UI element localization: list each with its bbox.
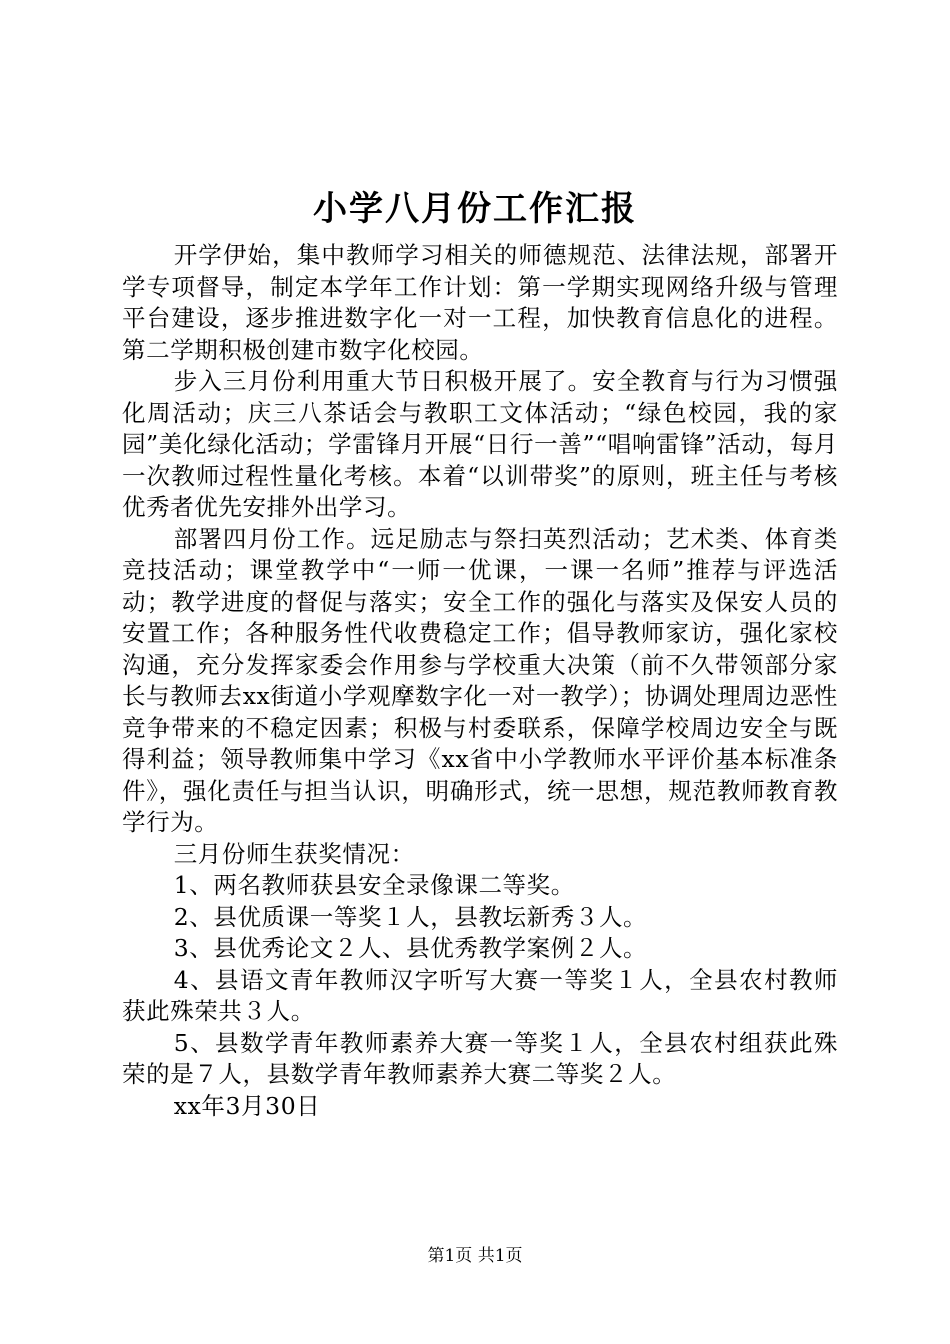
award-item-2: 2、县优质课一等奖１人，县教坛新秀３人。 [173, 902, 648, 931]
paragraph-april: 部署四月份工作。远足励志与祭扫英烈活动；艺术类、体育类竞技活动；课堂教学中“一师一优课，一课一名师”推荐与评选活动；教学进度的督促与落实；安全工作的强化与落实及保安人员的安置工作；各种服务性代收费稳定工作；倡导教师家访，强化家校沟通，充分发挥家委会作用参与学校重大决策（前不久带领部分家长与教师去xx街道小学观摩数字化一对一教学）；协调处理周边恶性竞争带来的不稳定因素；积极与村委联系，保障学校周边安全与既得利益；领导教师集中学习《xx省中小学教师水平评价基本标准条件》，强化责任与担当认识，明确形式，统一思想，规范教师教育教学行为。 [122, 524, 838, 836]
page-title: 小学八月份工作汇报 [313, 189, 637, 229]
award-item-3: 3、县优秀论文２人、县优秀教学案例２人。 [173, 934, 648, 962]
award-item-1: 1、两名教师获县安全录像课二等奖。 [173, 871, 575, 899]
award-item-5: 5、县数学青年教师素养大赛一等奖１人，全县农村组获此殊荣的是７人，县数学青年教师素养大赛二等奖２人。 [122, 1028, 838, 1088]
page-footer: 第1页 共1页 [427, 1246, 523, 1266]
document-date: xx年3月30日 [173, 1091, 321, 1120]
paragraph-awards-heading: 三月份师生获奖情况： [173, 839, 415, 868]
paragraph-opening: 开学伊始，集中教师学习相关的师德规范、法律法规，部署开学专项督导，制定本学年工作计划：第一学期实现网络升级与管理平台建设，逐步推进数字化一对一工程，加快教育信息化的进程。第二学期积极创建市数字化校园。 [122, 241, 838, 364]
document-body [122, 240, 838, 1122]
award-item-4: 4、县语文青年教师汉字听写大赛一等奖１人，全县农村教师获此殊荣共３人。 [122, 965, 838, 1025]
paragraph-march: 步入三月份利用重大节日积极开展了。安全教育与行为习惯强化周活动；庆三八茶话会与教职工文体活动；“绿色校园，我的家园”美化绿化活动；学雷锋月开展“日行一善”“唱响雷锋”活动，每月一次教师过程性量化考核。本着“以训带奖”的原则，班主任与考核优秀者优先安排外出学习。 [122, 367, 838, 521]
